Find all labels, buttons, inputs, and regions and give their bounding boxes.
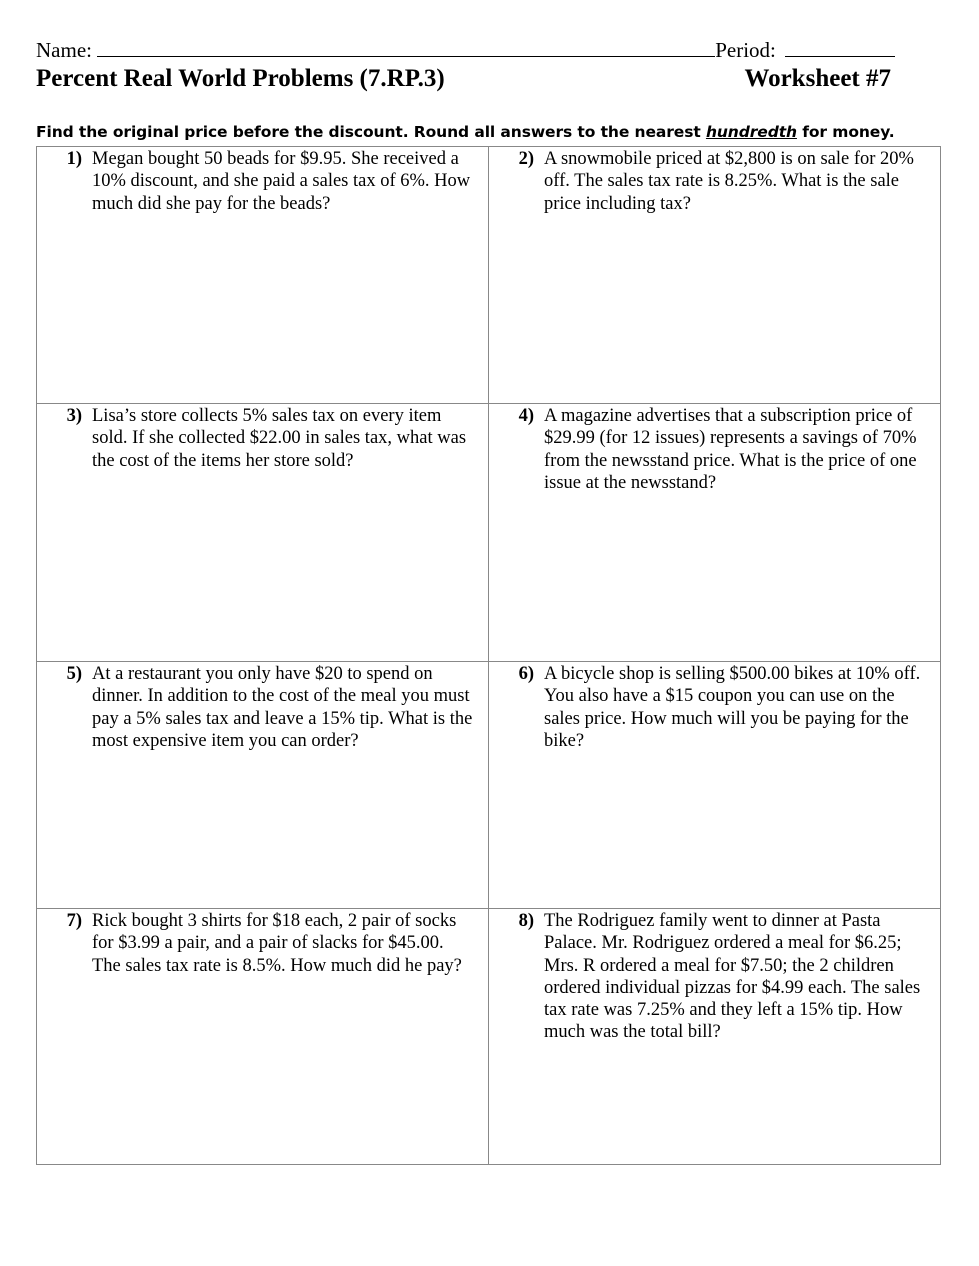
instructions-text: Find the original price before the discount. Round all answers to the nearest	[36, 123, 706, 141]
instructions	[36, 122, 946, 142]
problem-cell-3[interactable]	[37, 404, 489, 662]
problem-text: Megan bought 50 beads for $9.95. She received a 10% discount, and she paid a sales tax of 6%. How much did she pay for the beads?	[92, 149, 471, 214]
name-blank[interactable]	[97, 38, 715, 57]
problem-text: A bicycle shop is selling $500.00 bikes at 10% off. You also have a $15 coupon you can use on the sales price. How much will you be paying for the bike?	[544, 664, 921, 751]
title-line	[36, 64, 891, 94]
problem-cell-2[interactable]	[489, 147, 941, 404]
problem-number: 2)	[518, 149, 534, 169]
problem-number: 7)	[66, 911, 82, 931]
problem-grid	[36, 146, 941, 1165]
problem-text: Lisa’s store collects 5% sales tax on every item sold. If she collected $22.00 in sales tax, what was the cost of the items her store sold?	[92, 406, 467, 471]
problem-text: At a restaurant you only have $20 to spend on dinner. In addition to the cost of the meal you must pay a 5% sales tax and leave a 15% tip. What is the most expensive item you can order?	[92, 664, 473, 751]
period-blank[interactable]	[785, 38, 895, 57]
problem-cell-5[interactable]	[37, 662, 489, 909]
instructions-text-end: for money.	[796, 123, 895, 141]
problem-cell-4[interactable]	[489, 404, 941, 662]
problem-text: A snowmobile priced at $2,800 is on sale for 20% off. The sales tax rate is 8.25%. What is the sale price including tax?	[544, 149, 914, 214]
problem-cell-8[interactable]	[489, 909, 941, 1165]
problem-number: 5)	[66, 664, 82, 684]
worksheet-number: Worksheet #7	[744, 65, 891, 92]
problem-number: 1)	[66, 149, 82, 169]
name-period-line	[36, 36, 896, 64]
problem-text: A magazine advertises that a subscription price of $29.99 (for 12 issues) represents a savings of 70% from the newsstand price. What is the price of one issue at the newsstand?	[544, 406, 917, 493]
period-label: Period:	[715, 38, 776, 62]
problem-text: The Rodriguez family went to dinner at Pasta Palace. Mr. Rodriguez ordered a meal for $6.25; Mrs. R ordered a meal for $7.50; the 2 children ordered individual pizzas for $4.99 each. The sales tax rate was 7.25% and they left a 15% tip. How much was the total bill?	[544, 911, 921, 1043]
problem-number: 6)	[518, 664, 534, 684]
problem-number: 8)	[518, 911, 534, 931]
name-label: Name:	[36, 38, 92, 62]
problem-cell-6[interactable]	[489, 662, 941, 909]
problem-number: 3)	[66, 406, 82, 426]
problem-cell-1[interactable]	[37, 147, 489, 404]
problem-number: 4)	[518, 406, 534, 426]
page-title: Percent Real World Problems (7.RP.3)	[36, 65, 445, 92]
problem-text: Rick bought 3 shirts for $18 each, 2 pair of socks for $3.99 a pair, and a pair of slacks for $45.00. The sales tax rate is 8.5%. How much did he pay?	[92, 911, 462, 976]
instructions-emphasis: hundredth	[705, 123, 797, 141]
problem-cell-7[interactable]	[37, 909, 489, 1165]
